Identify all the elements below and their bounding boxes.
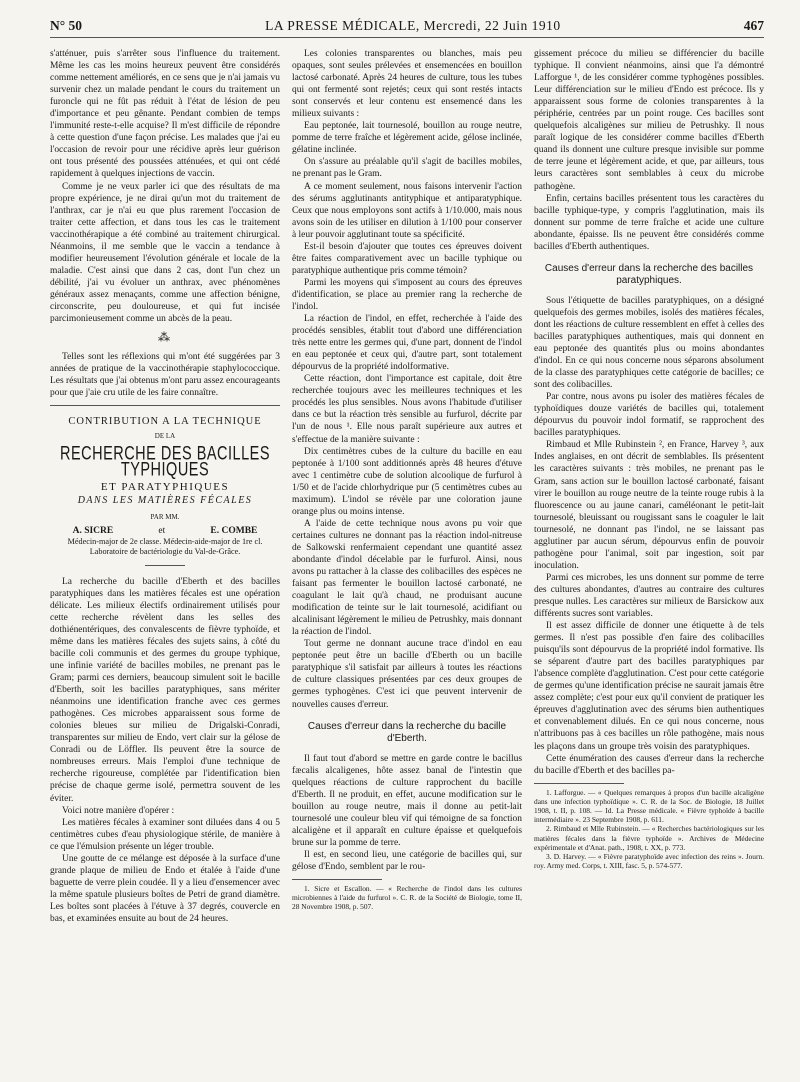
author-1: A. SICRE (72, 525, 114, 536)
footnote-divider (292, 879, 382, 880)
paragraph: La recherche du bacille d'Eberth et des bacilles paratyphiques dans les matières fécales est une opération délicate. Les milieux électifs ordinairement utilisés pour cette recherche révèlent dans les selles des dothiénentériques, des convalescents de fièvre typhoïde, et même dans les matières fécales des sujets sains, à côté du bacille coli communis et des germes du groupe typhique, une infinie variété de bacilles mobiles, ne prenant pas le Gram; parmi ces derniers, beaucoup simulent soit le bacille d'Eberth, soit les bacilles paratyphiques, sans mériter néanmoins une identification franche avec ces germes pathogènes. Ces microbes apparaissent sous forme de colonies bleues sur milieu de Drigalski-Conradi, transparentes sur milieu de Endo, vert clair sur la gélose de Conradi ou de Löffler. Ils peuvent être la source de nombreuses erreurs. Mais l'emploi d'une technique de recherche rigoureuse, complétée par l'identification bien précise de chaque germe isolé, permettra souvent de les éviter. (50, 576, 280, 804)
paragraph: gissement précoce du milieu se différencier du bacille typhique. Il convient néanmoins, ainsi que l'a démontré Lafforgue ¹, de les considérer comme typhogènes possibles. Leur différenciation sur le milieu d'Endo est précoce. Ils y apparaissent sous forme de colonies transparentes à la périphérie, centrées par un point rouge. Ces bacilles sont quelquefois alcaligènes sur milieu de Petrushky. Il nous paraît logique de les considérer comme bacilles d'Eberth quand ils donnent une culture presque invisible sur pomme de terre jeune et légèrement acide, et que, par ailleurs, tous leurs caractères sont semblables à ceux du microbe pathogène. (534, 49, 764, 192)
article-kicker-de: DE LA (154, 432, 176, 441)
paragraph: La réaction de l'indol, en effet, recherchée à l'aide des procédés sensibles, établit tout d'abord une différenciation très nette entre les germes qui, d'une part, donnent de l'indol en eau peptonée et ceux qui, d'autre part, sont totalement dépourvus de la propriété indolformative. (292, 314, 522, 373)
article-divider (50, 405, 280, 406)
column-1 (50, 48, 280, 1072)
authors (50, 525, 280, 537)
author-2: E. COMBE (210, 525, 258, 536)
paragraph: Il est, en second lieu, une catégorie de bacilles qui, sur gélose d'Endo, semblent par le rou- (292, 849, 522, 872)
paragraph: Dix centimètres cubes de la culture du bacille en eau peptonée à 1/100 sont additionnés après 48 heures d'étuve avec 1 centimètre cube de solution alcoolique de furfurol à 1/50 et de l'acide chlorhydrique pur (5 centimètres cubes au maximum). L'indol se révèle par une coloration jaune orange plus ou moins intense. (292, 446, 522, 517)
running-header (50, 18, 764, 38)
page-number: 467 (743, 18, 764, 33)
paragraph: Cette réaction, dont l'importance est capitale, doit être recherchée toujours avec les meilleures techniques et les procédés les plus sensibles. Nous avons l'habitude d'utiliser dans ce but la réaction très sensible au furfurol, décrite par l'un de nous ¹. Elle nous paraît supérieure aux autres et s'effectue de la manière suivante : (292, 374, 522, 445)
paragraph: A ce moment seulement, nous faisons intervenir l'action des sérums agglutinants antityphique et antiparatyphique. Ceux que nous employons sont actifs à 1/10.000, mais nous avons soin de les utiliser en dilution à 1/100 pour conserver à leur pouvoir agglutinant toute sa spécificité. (292, 181, 522, 240)
footnote-divider (534, 783, 624, 784)
asterism-separator: ⁂ (158, 330, 172, 345)
paragraph: Voici notre manière d'opérer : (62, 805, 175, 816)
journal-title: LA PRESSE MÉDICALE, Mercredi, 22 Juin 1910 (265, 18, 561, 33)
paragraph: Sous l'étiquette de bacilles paratyphiques, on a désigné quelquefois des germes mobiles, isolés des matières fécales, dont les réactions de culture ressemblent en effet à celles des bacilles paratyphiques authentiques, mais qui donnent en eau peptonée des quantités plus ou moins abondantes d'indol. En ce qui nous concerne nous séparons absolument de la classe des paratyphiques cette catégorie de bacilles; ce sont des colibacilles. (534, 295, 764, 391)
paragraph: Par contre, nous avons pu isoler des matières fécales de typhoïdiques douze variétés de bacilles qui, totalement dépourvus du pouvoir indol formatif, se rapprochent des bacilles paratyphiques. (534, 392, 764, 439)
paragraph: A l'aide de cette technique nous avons pu voir que certaines cultures ne donnant pas la réaction indol-nitreuse de Salkowski renfermaient cependant une quantité assez abondante d'indol décelable par le furfurol. Ainsi, nous avons pu rattacher à la classe des colibacilles des espèces ne faisant pas fermenter le bouillon lactosé carbonaté, ne coagulant le lait qu'à chaud, ne produisant aucune modification de teinte sur le lait tournesolé, acidifiant ou alcalinisant légèrement le milieu de Petrushky, mais donnant la réaction de l'indol. (292, 518, 522, 638)
paragraph: Une goutte de ce mélange est déposée à la surface d'une grande plaque de milieu de Endo et étalée à l'aide d'une baguette de verre plein coudée. Il y a lieu d'ensemencer avec la même spatule plusieurs boîtes de Petri de grand diamètre. Les boîtes sont placées à l'étuve à 37 degrés, couvercle en bas, et examinées ensuite au bout de 24 heures. (50, 853, 280, 924)
paragraph: Il est assez difficile de donner une étiquette à de tels germes. Il n'est pas possible d'en faire des colibacilles puisqu'ils sont dépourvus de la propriété indol formative. Ils se séparent d'autre part des bacilles paratyphiques par l'absence complète d'agglutination. C'est pour cette catégorie de germes qu'une identification précise ne saurait jamais être assez complète; c'est pour eux qu'il convient de pratiquer les épreuves d'agglutination avec des sérums bien authentiques et convenablement dilués. En ce qui nous concerne, nous n'attribuons pas à ces bacilles un rôle pathogène, mais nous les plaçons dans un groupe très voisin des paratyphiques. (534, 621, 764, 752)
footnote: 2. Rimbaud et Mlle Rubinstein. — « Recherches bactériologiques sur les matières fécales dans la fièvre typhoïde ». Archives de Médecine expérimentale et d'Anat. path., 1908, t. XX, p. 773. (534, 824, 764, 852)
paragraph: Il faut tout d'abord se mettre en garde contre le bacillus fæcalis alcaligenes, hôte assez banal de l'intestin que quelques réactions de culture rapprochent du bacille d'Eberth. Il ne produit, en effet, aucune modification sur le bouillon au rouge neutre, mais il donne au petit-lait tournesolé une couleur bleu vif qui témoigne de sa fonction alcaligène et il apparaît en culture épaisse et quelquefois brune sur la pomme de terre. (292, 753, 522, 848)
author-affiliation: Médecin-major de 2e classe. Médecin-aide-major de 1re cl. Laboratoire de bactériologie du Val-de-Grâce. (67, 536, 263, 556)
paragraph: Eau peptonée, lait tournesolé, bouillon au rouge neutre, pomme de terre fraîche et légèrement acide, gélose inclinée, gélatine inclinée. (292, 121, 522, 156)
footnote: 1. Lafforgue. — « Quelques remarques à propos d'un bacille alcaligène dans une infection typhoïdique ». C. R. de la Soc. de Biologie, 18 Juillet 1908, t. II, p. 108. — Id. La Presse médicale. « Fièvre typhoïde à bacille intermédiaire ». 23 Septembre 1908, p. 611. (534, 787, 764, 825)
article-kicker: CONTRIBUTION A LA TECHNIQUE (68, 416, 262, 428)
paragraph: Rimbaud et Mlle Rubinstein ², en France, Harvey ³, aux Indes anglaises, en ont décrit de semblables. Ils présentent les caractères suivants : très mobiles, ne prenant pas le Gram, sans action sur le bouillon lactosé carbonaté, faisant virer le bouillon au rouge neutre de la teinte rouge rubis à la fluorescence ou au jaune canari, caméléonant le petit-lait tournesolé, bleuissant ou rougissant sans le coaguler le lait tournesolé, ne donnant pas l'indol, ne se laissant pas agglutiner par aucun sérum, dépourvus enfin de pouvoir pathogène pour l'animal, soit par ingestion, soit par inoculation. (534, 440, 764, 571)
paragraph: Tout germe ne donnant aucune trace d'indol en eau peptonée peut être un bacille d'Eberth ou un bacille paratyphique s'il satisfait par ailleurs à toutes les réactions de culture classiques présentées par ces deux groupes de germes typhogènes. C'est ici que peuvent intervenir de nouvelles causes d'erreur. (292, 639, 522, 710)
short-divider (145, 565, 185, 566)
footnote: 1. Sicre et Escallon. — « Recherche de l'indol dans les cultures microbiennes à l'aide du furfurol ». C. R. de la Société de Biologie, tome II, 28 Novembre 1908, p. 507. (292, 884, 522, 912)
paragraph: Parmi les moyens qui s'imposent au cours des épreuves d'identification, se place au premier rang la recherche de l'indol. (292, 277, 522, 312)
author-conjunction: et (158, 525, 166, 536)
paragraph: Parmi ces microbes, les uns donnent sur pomme de terre des cultures abondantes, d'autres au contraire des cultures presque nulles. Les caractères sur milieux de Barsickow aux différents sucres sont variables. (534, 572, 764, 620)
paragraph: Les colonies transparentes ou blanches, mais peu opaques, sont seules prélevées et ensemencées en bouillon lactosé carbonaté. Après 24 heures de culture, tous les tubes qui ont fermenté sont rejetés; ceux qui sont restés intacts sont conservés et leur contenu est ensemencé dans les milieux suivants : (292, 49, 522, 120)
paragraph: Est-il besoin d'ajouter que toutes ces épreuves doivent être faites comparativement avec un bacille typhique ou paratyphique authentique pris comme témoin? (292, 241, 522, 276)
paragraph: Les matières fécales à examiner sont diluées dans 4 ou 5 centimètres cubes d'eau physiologique stérile, de manière à ce que l'émulsion présente un léger trouble. (50, 817, 280, 852)
paragraph: s'atténuer, puis s'arrêter sous l'influence du traitement. Même les cas les moins heureux peuvent être considérés comme nettement améliorés, en ce sens que je n'ai jamais vu survenir chez un malade pendant le cours du traitement un furoncle qui ne fût pas réduit à l'état de lésion de peu d'importance et peu gênante. Pendant combien de temps l'immunité reste-t-elle acquise? Il m'est difficile de répondre à cette question d'une façon précise. Les malades que j'ai eu l'occasion de revoir pour une récidive après leur guérison ont tous présenté des poussées atténuées, et qui ont cédé rapidement à quelques injections de vaccin. (50, 49, 280, 180)
section-heading: Causes d'erreur dans la recherche du bacille d'Eberth. (307, 720, 507, 745)
paragraph: Comme je ne veux parler ici que des résultats de ma propre expérience, je ne dirai qu'un mot du traitement de l'anthrax, car je n'ai eu que plus rarement l'occasion de traiter cette affection, et dans tous les cas le traitement vaccinothérapique a été combiné au traitement chirurgical. Néanmoins, il me semble que le vaccin a tendance à modifier heureusement l'évolution générale et locale de la maladie. C'est ainsi que dans 2 cas, dont l'un chez un débilité, j'ai vu évoluer un anthrax, avec phénomènes généraux assez menaçants, comme une affection bénigne, circonscrite, peu douloureuse, et qui fut incisée parcimonieusement comme un abcès de la peau. (50, 181, 280, 325)
footnote: 3. D. Harvey. — « Fièvre paratyphoïde avec infection des reins ». Journ. roy. Army med. Corps, t. XIII, fasc. 5, p. 574-577. (534, 852, 764, 871)
paragraph: Telles sont les réflexions qui m'ont été suggérées par 3 années de pratique de la vaccinothérapie staphylococcique. Les résultats que j'ai obtenus m'ont paru assez encourageants pour que j'aie cru utile de les faire connaître. (50, 352, 280, 399)
column-3 (534, 48, 764, 1072)
section-heading: Causes d'erreur dans la recherche des bacilles paratyphiques. (544, 262, 754, 287)
article-subtitle: ET PARATYPHIQUES (100, 480, 230, 493)
column-2 (292, 48, 522, 1072)
columns (50, 48, 764, 1072)
paragraph: Cette énumération des causes d'erreur dans la recherche du bacille d'Eberth et des bacilles pa- (534, 753, 764, 776)
article-subtitle-2: DANS LES MATIÈRES FÉCALES (77, 494, 253, 506)
byline-prefix: PAR MM. (150, 512, 180, 521)
paragraph: Enfin, certains bacilles présentent tous les caractères du bacille typhique-type, y compris l'agglutination, mais ils donnent sur pomme de terre fraîche et acide une culture abondante, épaisse. Ils ne peuvent être considérés comme bacilles d'Eberth authentiques. (534, 193, 764, 252)
article-title: RECHERCHE DES BACILLES TYPHIQUES (59, 443, 271, 482)
paragraph: On s'assure au préalable qu'il s'agit de bacilles mobiles, ne prenant pas le Gram. (292, 157, 522, 180)
issue-number: N° 50 (50, 18, 83, 33)
